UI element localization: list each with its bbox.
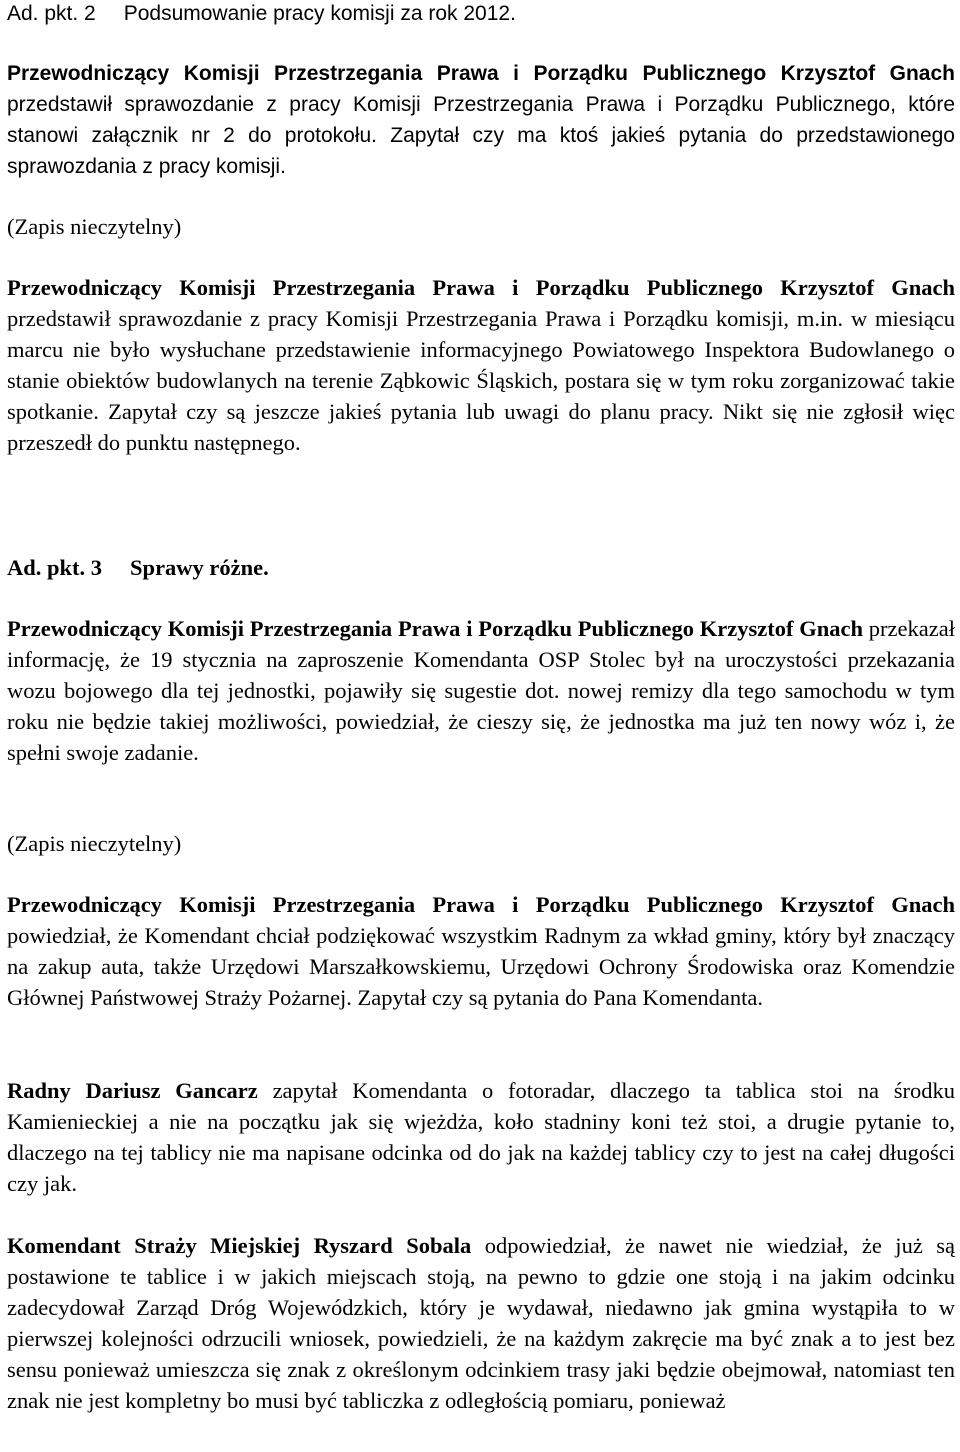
speaker-name: Przewodniczący Komisji Przestrzegania Prawa i Porządku Publicznego Krzysztof Gnach (7, 616, 864, 641)
speaker-name: Przewodniczący Komisji Przestrzegania Prawa i Porządku Publicznego Krzysztof Gnach (7, 62, 955, 85)
paragraph-text: zapytał Komendanta o fotoradar, dlaczego ta tablica stoi na środku Kamienieckiej a nie na początku jak się wjeżdża, koło stadniny koni też stoi, a drugie pytanie to, dlaczego na tej tablicy nie ma napisane odcinka od do jak na każdej tablicy czy to jest na całej długości czy jak. (7, 1078, 955, 1196)
paragraph (7, 58, 955, 182)
paragraph (7, 1230, 955, 1416)
note-text: (Zapis nieczytelny) (7, 214, 182, 239)
paragraph (7, 613, 955, 768)
paragraph-text: odpowiedział, że nawet nie wiedział, że już są postawione te tablice i w jakich miejscach stoją, na pewno to gdzie one stoją i na jakim odcinku zadecydował Zarząd Dróg Wojewódzkich, który je wydawał, niedawno jak gmina wystąpiła to w pierwszej kolejności odrzucili wniosek, powiedzieli, że na każdym zakręcie ma być znak a to jest bez sensu ponieważ umieszcza się znak z określonym odcinkiem trasy jaki będzie obejmował, natomiast ten znak nie jest kompletny bo musi być tabliczka z odległością pomiaru, ponieważ (7, 1233, 955, 1413)
speaker-name: Przewodniczący Komisji Przestrzegania Prawa i Porządku Publicznego Krzysztof Gnach (7, 892, 955, 917)
paragraph-text: powiedział, że Komendant chciał podziękować wszystkim Radnym za wkład gminy, który był znaczący na zakup auta, także Urzędowi Marszałkowskiemu, Urzędowi Ochrony Środowiska oraz Komendzie Głównej Państwowej Straży Pożarnej. Zapytał czy są pytania do Pana Komendanta. (7, 923, 955, 1010)
speaker-name: Przewodniczący Komisji Przestrzegania Prawa i Porządku Publicznego Krzysztof Gnach (7, 275, 955, 300)
speaker-name: Komendant Straży Miejskiej Ryszard Sobala (7, 1233, 472, 1258)
unreadable-note (7, 211, 181, 242)
unreadable-note (7, 828, 181, 859)
section-heading-label: Ad. pkt. 3 (7, 555, 103, 580)
section-heading-pkt-3 (7, 552, 269, 583)
paragraph (7, 1075, 955, 1199)
section-heading-label: Ad. pkt. 2 (7, 2, 96, 25)
section-heading-title: Podsumowanie pracy komisji za rok 2012. (123, 2, 516, 25)
paragraph (7, 272, 955, 458)
speaker-name: Radny Dariusz Gancarz (7, 1078, 258, 1103)
paragraph-text: przekazał informację, że 19 stycznia na zaproszenie Komendanta OSP Stolec był na uroczystości przekazania wozu bojowego dla tej jednostki, pojawiły się sugestie dot. nowej remizy dla tego samochodu w tym roku nie będzie takiej możliwości, powiedział, że cieszy się, że jednostka ma już ten nowy wóz i, że spełni swoje zadanie. (7, 616, 955, 765)
note-text: (Zapis nieczytelny) (7, 831, 182, 856)
section-heading-pkt-2 (7, 0, 516, 29)
paragraph-text: przedstawił sprawozdanie z pracy Komisji Przestrzegania Prawa i Porządku komisji, m.in. w miesiącu marcu nie było wysłuchane przedstawienie informacyjnego Powiatowego Inspektora Budowlanego o stanie obiektów budowlanych na terenie Ząbkowic Śląskich, postara się w tym roku zorganizować takie spotkanie. Zapytał czy są jeszcze jakieś pytania lub uwagi do planu pracy. Nikt się nie zgłosił więc przeszedł do punktu następnego. (7, 306, 955, 455)
paragraph (7, 889, 955, 1013)
paragraph-text: przedstawił sprawozdanie z pracy Komisji Przestrzegania Prawa i Porządku Publicznego, które stanowi załącznik nr 2 do protokołu. Zapytał czy ma ktoś jakieś pytania do przedstawionego sprawozdania z pracy komisji. (7, 93, 955, 178)
section-heading-title: Sprawy różne. (130, 555, 269, 580)
